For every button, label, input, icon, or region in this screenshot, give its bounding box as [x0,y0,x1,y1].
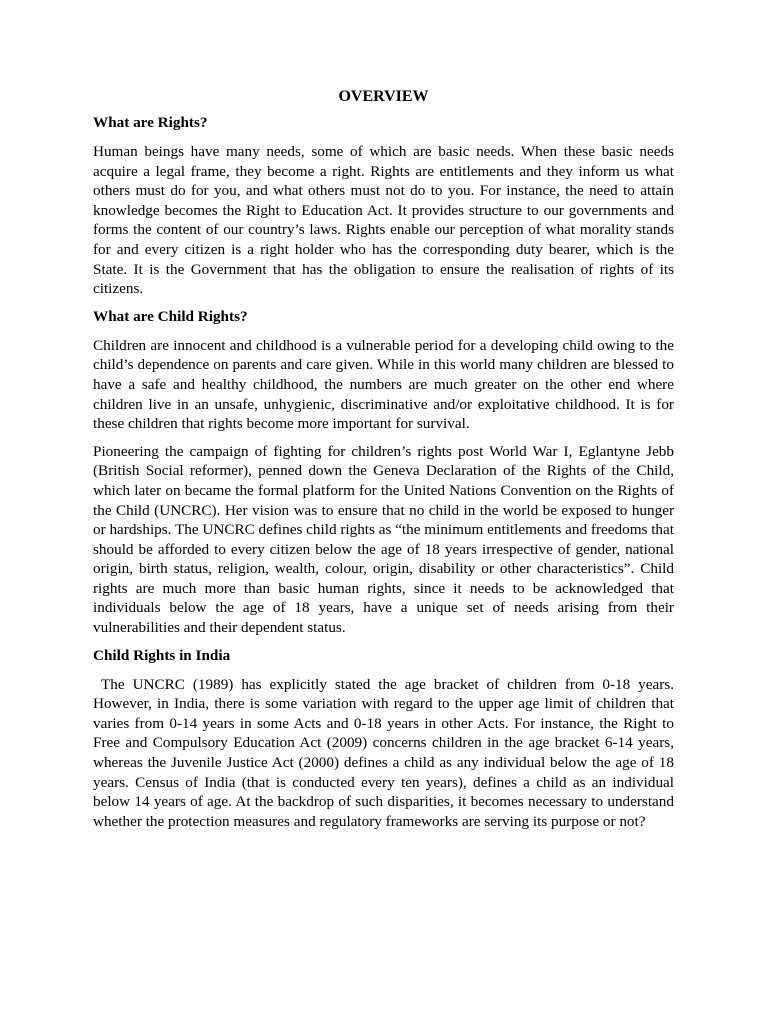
paragraph-india-age-limits: The UNCRC (1989) has explicitly stated the age bracket of children from 0-18 years. However, in India, there is some variation with regard to the upper age limit of children that varies from 0-14 years in some Acts and 0-18 years in other Acts. For instance, the Right to Free and Compulsory Education Act (2009) concerns children in the age bracket 6-14 years, whereas the Juvenile Justice Act (2000) defines a child as any individual below the age of 18 years. Census of India (that is conducted every ten years), defines a child as an individual below 14 years of age. At the backdrop of such disparities, it becomes necessary to understand whether the protection measures and regulatory frameworks are serving its purpose or not? [93,675,675,830]
section-heading-what-are-child-rights: What are Child Rights? [93,307,248,325]
paragraph-rights-definition: Human beings have many needs, some of which are basic needs. When these basic needs acquire a legal frame, they become a right. Rights are entitlements and they inform us what others must do for you, and what others must not do to you. For instance, the need to attain knowledge becomes the Right to Education Act. It provides structure to our governments and forms the content of our country’s laws. Rights enable our perception of what morality stands for and every citizen is a right holder who has the corresponding duty bearer, which is the State. It is the Government that has the obligation to ensure the realisation of rights of its citizens. [93,143,674,298]
section-heading-what-are-rights: What are Rights? [93,114,208,131]
paragraph-childhood-vulnerability: Children are innocent and childhood is a vulnerable period for a developing child owing to the child’s dependence on parents and care given. While in this world many children are blessed to have a safe and healthy childhood, the numbers are much greater on the other end where children live in an unsafe, unhygienic, discriminative and/or exploitative childhood. It is for these children that rights become more important for survival. [93,336,674,433]
paragraph-uncrc-history: Pioneering the campaign of fighting for children’s rights post World War I, Eglantyne Jebb (British Social reformer), penned down the Geneva Declaration of the Rights of the Child, which later on became the formal platform for the United Nations Convention on the Rights of the Child (UNCRC). Her vision was to ensure that no child in the world be exposed to hunger or hardships. The UNCRC defines child rights as “the minimum entitlements and freedoms that should be afforded to every citizen below the age of 18 years irrespective of gender, national origin, birth status, religion, wealth, colour, origin, disability or other characteristics”. Child rights are much more than basic human rights, since it needs to be acknowledged that individuals below the age of 18 years, have a unique set of needs arising from their vulnerabilities and their dependent status. [93,442,674,637]
document-body [93,86,674,839]
section-heading-child-rights-in-india: Child Rights in India [93,646,231,664]
page-title: OVERVIEW [338,88,429,105]
